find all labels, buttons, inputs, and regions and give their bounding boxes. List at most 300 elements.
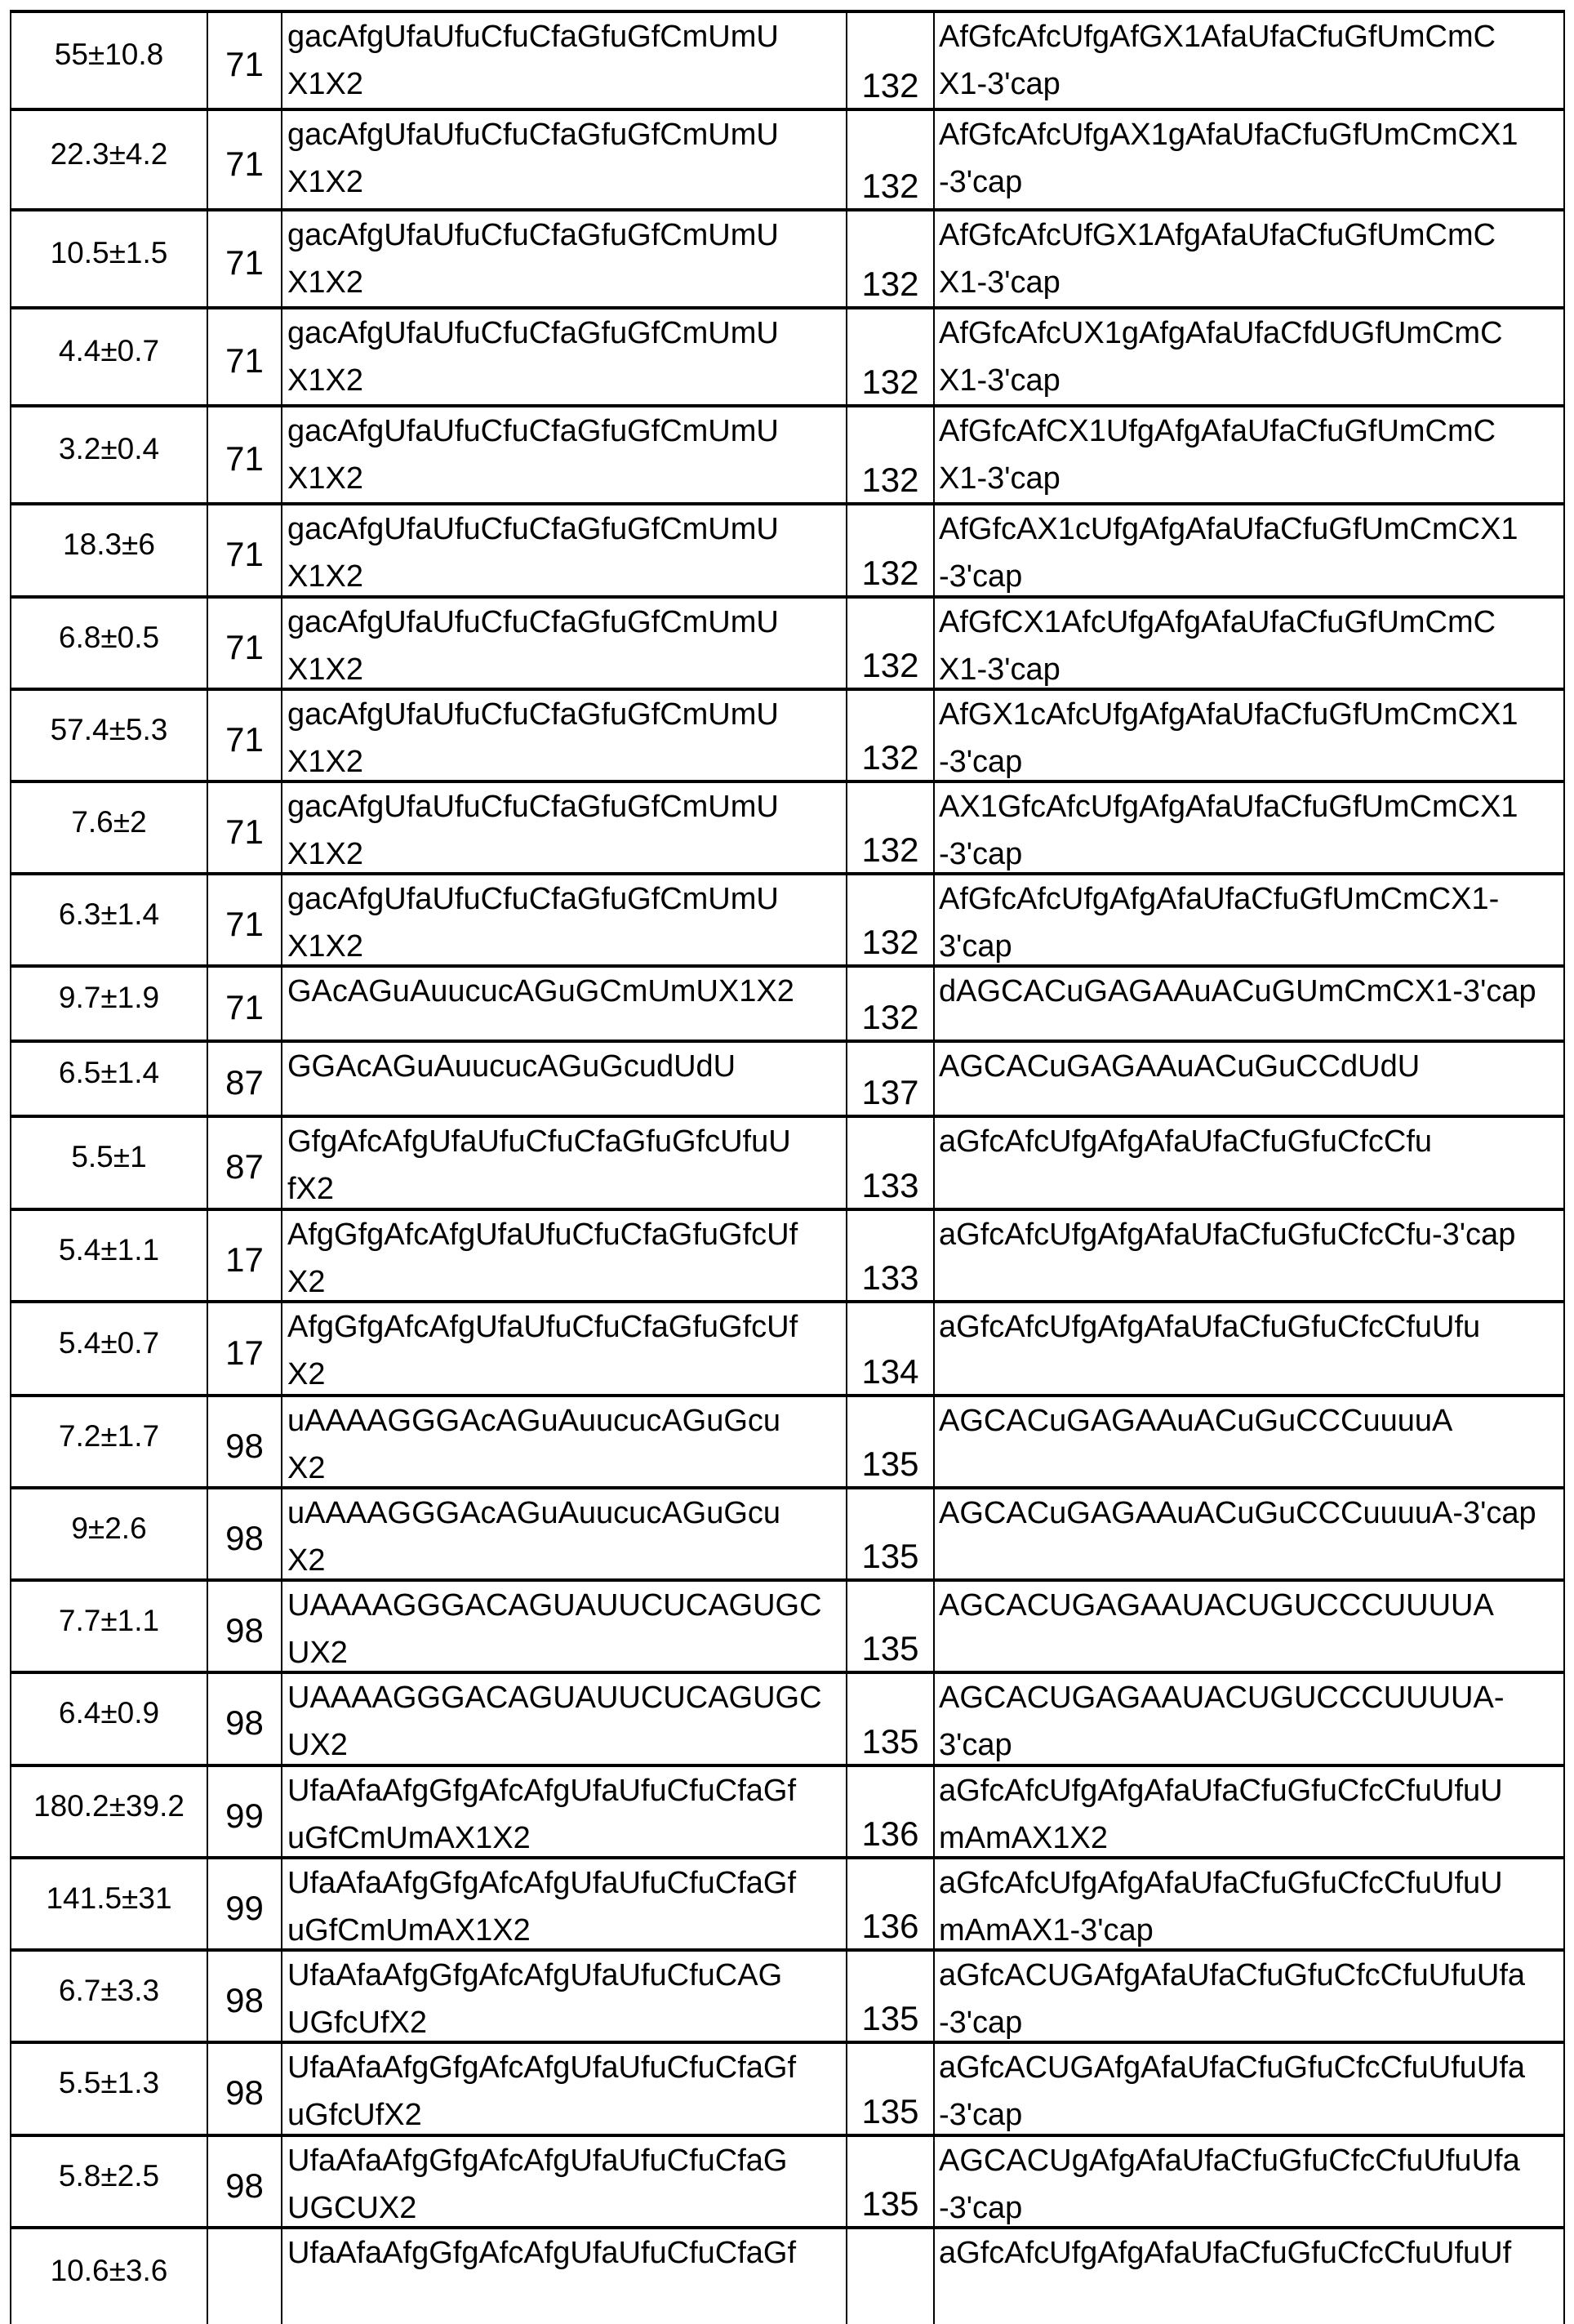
activity-cell <box>11 1582 208 1671</box>
strand-a-sequence-cell <box>282 1859 847 1948</box>
strand-a-sequence-cell <box>282 783 847 872</box>
sequence-line: AX1GfcAfcUfgAfgAfaUfaCfuGfUmCmCX1 <box>939 783 1563 830</box>
strand-b-id-cell <box>847 2137 935 2226</box>
strand-a-id-cell <box>208 211 282 306</box>
strand-b-sequence-cell <box>935 1859 1563 1948</box>
activity-cell <box>11 1118 208 1208</box>
strand-a-id-cell-text: 98 <box>225 1611 264 1650</box>
sequence-line: AfGfcAfcUfgAfgAfaUfaCfuGfUmCmCX1- <box>939 875 1563 923</box>
sequence-line: X2 <box>287 1445 846 1486</box>
strand-b-id-cell <box>847 2229 935 2324</box>
sequence-line: aGfcAfcUfgAfgAfaUfaCfuGfuCfcCfuUfu <box>939 1303 1563 1351</box>
table-row <box>10 1856 1565 1948</box>
sequence-line: UfaAfaAfgGfgAfcAfgUfaUfuCfuCfaGf <box>287 1767 846 1814</box>
strand-b-id-cell-text: 132 <box>861 460 918 501</box>
sequence-line: AGCACuGAGAAuACuGuCCCuuuuA-3'cap <box>939 1489 1563 1537</box>
strand-b-id-cell-text: 132 <box>861 997 918 1038</box>
strand-b-sequence-cell <box>935 1952 1563 2041</box>
strand-b-id-cell <box>847 783 935 872</box>
activity-cell-text: 7.7±1.1 <box>59 1604 159 1638</box>
strand-b-sequence-cell <box>935 407 1563 502</box>
strand-a-id-cell-text: 98 <box>225 1427 264 1466</box>
strand-b-id-cell <box>847 875 935 964</box>
activity-cell-text: 55±10.8 <box>55 38 163 72</box>
sequence-line: UfaAfaAfgGfgAfcAfgUfaUfuCfuCfaGf <box>287 2229 846 2277</box>
sequence-line: AGCACuGAGAAuACuGuCCCuuuuA <box>939 1397 1563 1445</box>
strand-a-id-cell-text: 99 <box>225 1889 264 1928</box>
strand-b-id-cell <box>847 691 935 780</box>
strand-a-id-cell-text: 98 <box>225 2073 264 2113</box>
strand-a-sequence-cell <box>282 1303 847 1394</box>
strand-a-sequence-cell <box>282 691 847 780</box>
strand-a-sequence-cell <box>282 1489 847 1578</box>
sequence-line: X2 <box>287 1537 846 1578</box>
activity-cell <box>11 1859 208 1948</box>
sequence-line: X2 <box>287 1258 846 1300</box>
strand-b-id-cell <box>847 1952 935 2041</box>
strand-b-id-cell <box>847 309 935 404</box>
sequence-line: UGfcUfX2 <box>287 1999 846 2041</box>
strand-a-sequence-cell <box>282 111 847 208</box>
table-row <box>10 2226 1565 2324</box>
strand-a-id-cell <box>208 599 282 688</box>
sequence-line: 3'cap <box>939 923 1563 964</box>
strand-b-sequence-cell <box>935 505 1563 595</box>
strand-b-sequence-cell <box>935 2137 1563 2226</box>
strand-a-id-cell <box>208 1952 282 2041</box>
activity-cell-text: 10.5±1.5 <box>51 236 168 270</box>
table-row <box>10 1948 1565 2041</box>
sequence-line: 3'cap <box>939 1721 1563 1764</box>
sequence-line: UAAAAGGGACAGUAUUCUCAGUGC <box>287 1582 846 1629</box>
strand-a-sequence-cell <box>282 309 847 404</box>
strand-a-sequence-cell <box>282 1952 847 2041</box>
strand-b-id-cell-text: 136 <box>861 1814 918 1854</box>
strand-b-id-cell-text: 135 <box>861 1444 918 1485</box>
table-row <box>10 502 1565 595</box>
activity-cell <box>11 505 208 595</box>
sequence-line: AfGfcAfCX1UfgAfgAfaUfaCfuGfUmCmC <box>939 407 1563 455</box>
strand-b-id-cell <box>847 1489 935 1578</box>
strand-a-id-cell <box>208 1582 282 1671</box>
sequence-line: AfGfcAfcUfgAfGX1AfaUfaCfuGfUmCmC <box>939 13 1563 60</box>
sequence-line: UGCUX2 <box>287 2184 846 2226</box>
sequence-line: gacAfgUfaUfuCfuCfaGfuGfCmUmU <box>287 111 846 158</box>
strand-a-id-cell <box>208 1674 282 1764</box>
sequence-line: -3'cap <box>939 2091 1563 2134</box>
sequence-line: X2 <box>287 1351 846 1394</box>
activity-cell <box>11 111 208 208</box>
activity-cell <box>11 1952 208 2041</box>
table-row <box>10 306 1565 404</box>
strand-b-id-cell-text: 132 <box>861 362 918 403</box>
table-row <box>10 1486 1565 1578</box>
table-row <box>10 1394 1565 1486</box>
strand-b-id-cell-text: 137 <box>861 1072 918 1113</box>
sequence-line: aGfcAfcUfgAfgAfaUfaCfuGfuCfcCfuUfuUf <box>939 2229 1563 2277</box>
strand-a-id-cell-text: 17 <box>225 1333 264 1373</box>
sequence-line: -3'cap <box>939 553 1563 595</box>
strand-b-id-cell-text: 135 <box>861 2091 918 2132</box>
sequence-line: fX2 <box>287 1165 846 1208</box>
strand-b-sequence-cell <box>935 968 1563 1040</box>
sequence-line: gacAfgUfaUfuCfuCfaGfuGfCmUmU <box>287 691 846 738</box>
sequence-line: X1X2 <box>287 259 846 306</box>
activity-cell <box>11 2229 208 2324</box>
sequence-line: uAAAAGGGAcAGuAuucucAGuGcu <box>287 1397 846 1445</box>
activity-cell-text: 6.8±0.5 <box>59 621 159 655</box>
activity-cell-text: 6.4±0.9 <box>59 1696 159 1730</box>
strand-a-id-cell <box>208 407 282 502</box>
activity-cell-text: 5.8±2.5 <box>59 2159 159 2193</box>
sequence-line: X1-3'cap <box>939 259 1563 306</box>
strand-a-id-cell <box>208 13 282 108</box>
strand-a-id-cell-text: 71 <box>225 45 264 84</box>
sequence-line: X1-3'cap <box>939 455 1563 502</box>
sequence-line: X1X2 <box>287 60 846 108</box>
strand-b-sequence-cell <box>935 111 1563 208</box>
sequence-line: aGfcACUGAfgAfaUfaCfuGfuCfcCfuUfuUfa <box>939 1952 1563 1999</box>
strand-b-id-cell-text: 135 <box>861 1721 918 1762</box>
sequence-line: uGfCmUmAX1X2 <box>287 1814 846 1856</box>
table-row <box>10 780 1565 872</box>
table-row <box>10 1040 1565 1115</box>
activity-cell <box>11 1043 208 1115</box>
activity-cell-text: 5.5±1 <box>71 1140 146 1174</box>
strand-b-id-cell <box>847 505 935 595</box>
strand-a-sequence-cell <box>282 875 847 964</box>
table-row <box>10 1300 1565 1394</box>
strand-b-id-cell-text: 132 <box>861 553 918 594</box>
strand-b-sequence-cell <box>935 309 1563 404</box>
sequence-line: gacAfgUfaUfuCfuCfaGfuGfCmUmU <box>287 13 846 60</box>
table-row <box>10 1115 1565 1208</box>
sequence-line: dAGCACuGAGAAuACuGUmCmCX1-3'cap <box>939 968 1563 1015</box>
table-row <box>10 404 1565 502</box>
strand-b-id-cell-text: 134 <box>861 1351 918 1392</box>
activity-cell <box>11 1767 208 1856</box>
strand-b-id-cell <box>847 2044 935 2134</box>
activity-cell <box>11 968 208 1040</box>
sequence-line: uAAAAGGGAcAGuAuucucAGuGcu <box>287 1489 846 1537</box>
strand-a-id-cell <box>208 1397 282 1486</box>
strand-a-sequence-cell <box>282 211 847 306</box>
strand-b-sequence-cell <box>935 691 1563 780</box>
strand-a-id-cell <box>208 505 282 595</box>
strand-b-sequence-cell <box>935 875 1563 964</box>
strand-b-id-cell-text: 132 <box>861 65 918 106</box>
strand-a-id-cell <box>208 1767 282 1856</box>
strand-a-id-cell-text: 98 <box>225 1519 264 1558</box>
table-row <box>10 1578 1565 1671</box>
sequence-line: AfGX1cAfcUfgAfgAfaUfaCfuGfUmCmCX1 <box>939 691 1563 738</box>
sequence-line: mAmAX1X2 <box>939 1814 1563 1856</box>
strand-b-id-cell <box>847 968 935 1040</box>
sequence-line: UfaAfaAfgGfgAfcAfgUfaUfuCfuCAG <box>287 1952 846 1999</box>
activity-cell-text: 180.2±39.2 <box>33 1789 185 1823</box>
strand-a-id-cell-text: 71 <box>225 988 264 1027</box>
strand-a-sequence-cell <box>282 1043 847 1115</box>
strand-a-id-cell-text: 98 <box>225 1703 264 1743</box>
sequence-line: -3'cap <box>939 738 1563 780</box>
sequence-line: mAmAX1-3'cap <box>939 1907 1563 1948</box>
strand-b-sequence-cell <box>935 599 1563 688</box>
activity-cell-text: 5.4±0.7 <box>59 1326 159 1360</box>
strand-a-id-cell <box>208 1118 282 1208</box>
strand-b-id-cell-text: 135 <box>861 1536 918 1577</box>
strand-a-id-cell-text: 98 <box>225 2166 264 2206</box>
table-row <box>10 1208 1565 1300</box>
strand-b-sequence-cell <box>935 211 1563 306</box>
strand-a-id-cell-text: 71 <box>225 535 264 574</box>
strand-b-sequence-cell <box>935 1043 1563 1115</box>
strand-a-sequence-cell <box>282 1397 847 1486</box>
strand-a-sequence-cell <box>282 2137 847 2226</box>
sequence-line: X1X2 <box>287 553 846 595</box>
sequence-line: AfGfcAfcUfgAX1gAfaUfaCfuGfUmCmCX1 <box>939 111 1563 158</box>
activity-cell <box>11 2137 208 2226</box>
sequence-line: X1X2 <box>287 158 846 206</box>
activity-cell <box>11 875 208 964</box>
table-row <box>10 208 1565 306</box>
table-row <box>10 108 1565 208</box>
activity-cell-text: 22.3±4.2 <box>51 137 168 171</box>
strand-b-sequence-cell <box>935 1767 1563 1856</box>
strand-a-id-cell <box>208 1303 282 1394</box>
sequence-line: uGfcUfX2 <box>287 2091 846 2134</box>
strand-a-id-cell-text: 71 <box>225 720 264 759</box>
strand-a-id-cell <box>208 875 282 964</box>
strand-a-id-cell-text: 99 <box>225 1796 264 1836</box>
sequence-line: UX2 <box>287 1629 846 1671</box>
sequence-line: AfgGfgAfcAfgUfaUfuCfuCfaGfuGfcUf <box>287 1303 846 1351</box>
strand-b-sequence-cell <box>935 2229 1563 2324</box>
strand-a-id-cell <box>208 111 282 208</box>
sequence-line: X1X2 <box>287 646 846 688</box>
sequence-line: AfGfcAfcUfGX1AfgAfaUfaCfuGfUmCmC <box>939 211 1563 259</box>
sequence-line: aGfcAfcUfgAfgAfaUfaCfuGfuCfcCfu-3'cap <box>939 1211 1563 1258</box>
strand-b-id-cell <box>847 1397 935 1486</box>
sequence-line: -3'cap <box>939 158 1563 206</box>
strand-a-sequence-cell <box>282 2229 847 2324</box>
table-row <box>10 688 1565 780</box>
strand-a-sequence-cell <box>282 13 847 108</box>
sequence-line: gacAfgUfaUfuCfuCfaGfuGfCmUmU <box>287 309 846 357</box>
sequence-line: -3'cap <box>939 830 1563 872</box>
strand-b-id-cell-text: 132 <box>861 830 918 870</box>
sequence-line: GGAcAGuAuucucAGuGcudUdU <box>287 1043 846 1090</box>
sequence-line: aGfcAfcUfgAfgAfaUfaCfuGfuCfcCfuUfuU <box>939 1859 1563 1907</box>
activity-cell <box>11 691 208 780</box>
table-row <box>10 872 1565 964</box>
strand-b-id-cell-text: 136 <box>861 1906 918 1947</box>
activity-cell-text: 7.6±2 <box>71 805 146 839</box>
strand-a-id-cell <box>208 783 282 872</box>
strand-a-id-cell <box>208 2044 282 2134</box>
strand-b-sequence-cell <box>935 13 1563 108</box>
sequence-line: -3'cap <box>939 1999 1563 2041</box>
strand-b-id-cell <box>847 1582 935 1671</box>
sequence-line: aGfcAfcUfgAfgAfaUfaCfuGfuCfcCfu <box>939 1118 1563 1165</box>
strand-b-sequence-cell <box>935 1303 1563 1394</box>
activity-cell <box>11 211 208 306</box>
activity-cell <box>11 1397 208 1486</box>
strand-a-id-cell-text: 98 <box>225 1981 264 2020</box>
sequence-line: gacAfgUfaUfuCfuCfaGfuGfCmUmU <box>287 783 846 830</box>
strand-a-id-cell-text: 87 <box>225 1063 264 1102</box>
strand-a-sequence-cell <box>282 505 847 595</box>
strand-a-id-cell-text: 71 <box>225 145 264 184</box>
sequence-line: X1X2 <box>287 357 846 404</box>
table-row <box>10 1671 1565 1764</box>
strand-a-sequence-cell <box>282 2044 847 2134</box>
strand-b-id-cell-text: 135 <box>861 1998 918 2039</box>
activity-cell-text: 4.4±0.7 <box>59 334 159 368</box>
activity-cell-text: 57.4±5.3 <box>51 713 168 747</box>
activity-cell <box>11 2044 208 2134</box>
strand-a-id-cell-text: 71 <box>225 341 264 381</box>
strand-b-id-cell <box>847 1859 935 1948</box>
strand-a-sequence-cell <box>282 1211 847 1300</box>
activity-cell-text: 9±2.6 <box>71 1511 146 1546</box>
strand-a-id-cell-text: 71 <box>225 628 264 667</box>
strand-a-id-cell-text: 71 <box>225 905 264 944</box>
strand-b-id-cell <box>847 13 935 108</box>
sequence-line: -3'cap <box>939 2184 1563 2226</box>
strand-a-id-cell <box>208 1043 282 1115</box>
sequence-line: X1X2 <box>287 738 846 780</box>
activity-cell <box>11 13 208 108</box>
strand-a-sequence-cell <box>282 407 847 502</box>
table-row <box>10 1764 1565 1856</box>
sequence-line: aGfcAfcUfgAfgAfaUfaCfuGfuCfcCfuUfuU <box>939 1767 1563 1814</box>
activity-cell <box>11 599 208 688</box>
strand-a-id-cell <box>208 2137 282 2226</box>
sequence-line: UAAAAGGGACAGUAUUCUCAGUGC <box>287 1674 846 1721</box>
strand-b-id-cell <box>847 1767 935 1856</box>
strand-a-id-cell-text: 87 <box>225 1147 264 1186</box>
strand-a-id-cell <box>208 1489 282 1578</box>
strand-b-id-cell <box>847 1674 935 1764</box>
strand-b-sequence-cell <box>935 1118 1563 1208</box>
sequence-line: AfGfcAfcUX1gAfgAfaUfaCfdUGfUmCmC <box>939 309 1563 357</box>
strand-a-sequence-cell <box>282 1118 847 1208</box>
sequence-line: AGCACUgAfgAfaUfaCfuGfuCfcCfuUfuUfa <box>939 2137 1563 2184</box>
strand-b-id-cell-text: 132 <box>861 737 918 778</box>
strand-a-sequence-cell <box>282 1767 847 1856</box>
strand-b-id-cell <box>847 1043 935 1115</box>
strand-a-id-cell-text: 71 <box>225 439 264 479</box>
strand-b-sequence-cell <box>935 2044 1563 2134</box>
strand-b-id-cell-text: 133 <box>861 1258 918 1298</box>
strand-b-sequence-cell <box>935 1211 1563 1300</box>
strand-b-id-cell-text: 132 <box>861 645 918 686</box>
table-row <box>10 964 1565 1040</box>
sequence-line: X1-3'cap <box>939 357 1563 404</box>
sequence-line: X1-3'cap <box>939 60 1563 108</box>
sequence-line: gacAfgUfaUfuCfuCfaGfuGfCmUmU <box>287 211 846 259</box>
sequence-line: uGfCmUmAX1X2 <box>287 1907 846 1948</box>
sequence-line: X1X2 <box>287 923 846 964</box>
sequence-line: gacAfgUfaUfuCfuCfaGfuGfCmUmU <box>287 407 846 455</box>
strand-a-id-cell <box>208 1859 282 1948</box>
strand-a-id-cell <box>208 1211 282 1300</box>
strand-b-id-cell <box>847 1118 935 1208</box>
strand-a-id-cell-text: 71 <box>225 813 264 852</box>
activity-cell-text: 141.5±31 <box>46 1881 171 1916</box>
strand-a-id-cell-text: 71 <box>225 243 264 283</box>
strand-a-sequence-cell <box>282 1582 847 1671</box>
strand-b-id-cell-text: 133 <box>861 1165 918 1206</box>
strand-b-id-cell <box>847 211 935 306</box>
strand-b-sequence-cell <box>935 1489 1563 1578</box>
sequence-line: AGCACUGAGAAUACUGUCCCUUUUA <box>939 1582 1563 1629</box>
strand-a-sequence-cell <box>282 968 847 1040</box>
activity-cell-text: 5.5±1.3 <box>59 2066 159 2100</box>
table-row <box>10 595 1565 688</box>
sequence-line: X1X2 <box>287 455 846 502</box>
activity-cell <box>11 1303 208 1394</box>
activity-cell-text: 10.6±3.6 <box>51 2254 168 2288</box>
sequence-line: GAcAGuAuucucAGuGCmUmUX1X2 <box>287 968 846 1015</box>
strand-a-id-cell <box>208 2229 282 2324</box>
activity-cell <box>11 1211 208 1300</box>
sequence-line: AfgGfgAfcAfgUfaUfuCfuCfaGfuGfcUf <box>287 1211 846 1258</box>
strand-b-id-cell <box>847 599 935 688</box>
activity-cell <box>11 1674 208 1764</box>
activity-cell-text: 3.2±0.4 <box>59 432 159 466</box>
sequence-line: UX2 <box>287 1721 846 1764</box>
strand-b-id-cell <box>847 1303 935 1394</box>
activity-cell <box>11 309 208 404</box>
sequence-line: aGfcACUGAfgAfaUfaCfuGfuCfcCfuUfuUfa <box>939 2044 1563 2091</box>
sequence-line: X1X2 <box>287 830 846 872</box>
sequence-line: gacAfgUfaUfuCfuCfaGfuGfCmUmU <box>287 599 846 646</box>
strand-b-id-cell-text: 135 <box>861 2184 918 2224</box>
table-row <box>10 2041 1565 2134</box>
strand-b-sequence-cell <box>935 1582 1563 1671</box>
strand-a-sequence-cell <box>282 1674 847 1764</box>
activity-cell-text: 7.2±1.7 <box>59 1419 159 1454</box>
sequence-line: UfaAfaAfgGfgAfcAfgUfaUfuCfuCfaGf <box>287 2044 846 2091</box>
sequence-line: AGCACuGAGAAuACuGuCCdUdU <box>939 1043 1563 1090</box>
activity-cell-text: 5.4±1.1 <box>59 1233 159 1267</box>
sequence-line: AfGfcAX1cUfgAfgAfaUfaCfuGfUmCmCX1 <box>939 505 1563 553</box>
activity-cell <box>11 1489 208 1578</box>
strand-a-id-cell <box>208 309 282 404</box>
activity-cell-text: 9.7±1.9 <box>59 981 159 1015</box>
strand-a-id-cell-text: 17 <box>225 1240 264 1280</box>
sequence-activity-table <box>10 10 1565 2324</box>
activity-cell-text: 18.3±6 <box>63 528 155 562</box>
strand-b-sequence-cell <box>935 783 1563 872</box>
sequence-line: UfaAfaAfgGfgAfcAfgUfaUfuCfuCfaG <box>287 2137 846 2184</box>
sequence-line: UfaAfaAfgGfgAfcAfgUfaUfuCfuCfaGf <box>287 1859 846 1907</box>
strand-b-sequence-cell <box>935 1674 1563 1764</box>
strand-b-id-cell-text: 132 <box>861 922 918 963</box>
strand-b-id-cell-text: 132 <box>861 264 918 305</box>
activity-cell-text: 6.7±3.3 <box>59 1974 159 2008</box>
strand-a-id-cell <box>208 968 282 1040</box>
table-row <box>10 2134 1565 2226</box>
strand-a-sequence-cell <box>282 599 847 688</box>
strand-a-id-cell <box>208 691 282 780</box>
strand-b-id-cell <box>847 111 935 208</box>
sequence-line: gacAfgUfaUfuCfuCfaGfuGfCmUmU <box>287 505 846 553</box>
strand-b-id-cell-text: 132 <box>861 166 918 207</box>
strand-b-sequence-cell <box>935 1397 1563 1486</box>
strand-b-id-cell <box>847 1211 935 1300</box>
